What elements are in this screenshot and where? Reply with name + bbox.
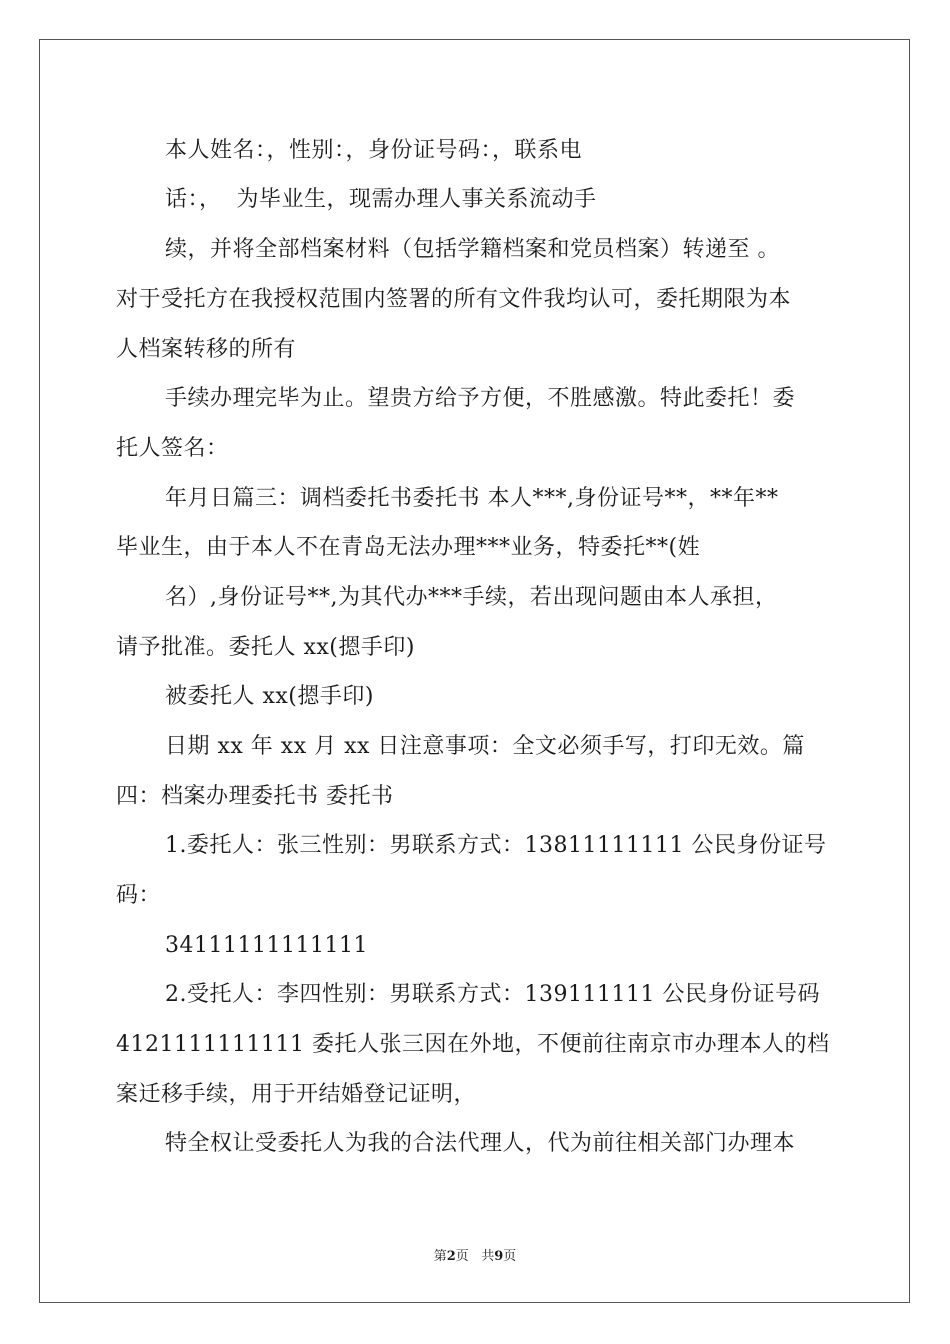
text-line: 被委托人 xx(摁手印) — [165, 684, 374, 709]
text-line: 1.委托人：张三性别：男联系方式：13811111111 公民身份证号 — [165, 833, 827, 858]
text-line: 托人签名： — [116, 436, 229, 461]
footer-total-prefix: 共 — [481, 1249, 495, 1264]
text-line: 对于受托方在我授权范围内签署的所有文件我均认可，委托期限为本 — [116, 287, 792, 312]
text-line: 特全权让受委托人为我的合法代理人，代为前往相关部门办理本 — [165, 1131, 796, 1156]
page-border — [39, 39, 910, 1303]
text-line: 名）,身份证号**,为其代办***手续，若出现问题由本人承担， — [165, 585, 778, 610]
text-line: 案迁移手续，用于开结婚登记证明， — [116, 1082, 477, 1107]
footer-prefix: 第 — [433, 1249, 447, 1264]
text-line: 四：档案办理委托书 委托书 — [116, 784, 394, 809]
text-line: 本人姓名：，性别：，身份证号码：，联系电 — [165, 138, 583, 163]
text-line: 话：， 为毕业生，现需办理人事关系流动手 — [165, 187, 597, 212]
text-line: 人档案转移的所有 — [116, 337, 297, 362]
current-page-number: 2 — [446, 1249, 456, 1264]
text-line: 手续办理完毕为止。望贵方给予方便，不胜感激。特此委托！委 — [165, 386, 796, 411]
footer-page-word: 页 — [455, 1249, 469, 1264]
text-line: 2.受托人：李四性别：男联系方式：139111111 公民身份证号码 — [165, 982, 820, 1007]
total-pages-number: 9 — [494, 1249, 504, 1264]
page-footer — [0, 1249, 950, 1265]
text-line: 续，并将全部档案材料（包括学籍档案和党员档案）转递至 。 — [165, 237, 780, 262]
text-line: 年月日篇三：调档委托书委托书 本人***,身份证号**，**年** — [165, 486, 779, 511]
text-line: 请予批准。委托人 xx(摁手印) — [116, 635, 415, 660]
text-line: 34111111111111 — [165, 933, 368, 958]
text-line: 日期 xx 年 xx 月 xx 日注意事项：全文必须手写，打印无效。篇 — [165, 734, 805, 759]
text-line: 毕业生，由于本人不在青岛无法办理***业务，特委托**(姓 — [116, 535, 701, 560]
text-line: 码： — [116, 883, 162, 908]
footer-total-suffix: 页 — [503, 1249, 517, 1264]
text-line: 4121111111111 委托人张三因在外地，不便前往南京市办理本人的档 — [116, 1032, 830, 1057]
